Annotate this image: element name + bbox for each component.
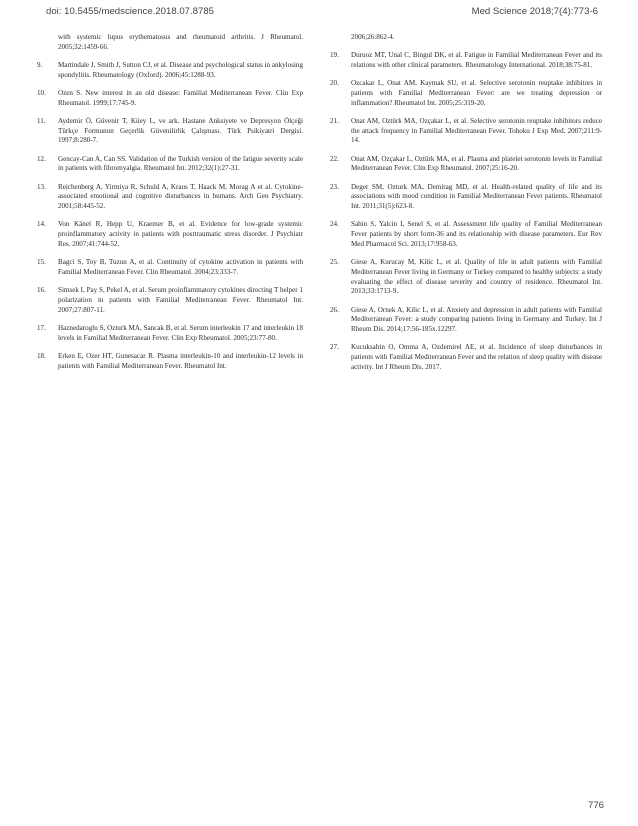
doi-text: doi: 10.5455/medscience.2018.07.8785 (46, 6, 215, 17)
reference-item (37, 286, 303, 315)
reference-number: 20. (330, 79, 339, 88)
reference-item (37, 324, 303, 343)
page-number: 776 (587, 800, 604, 811)
reference-number: 18. (37, 351, 46, 360)
reference-number: 25. (330, 258, 339, 267)
reference-text: Martindale J, Smith J, Sutton CJ, et al. Disease and psychological status in ankylosing spondylitis. Rheumatology (Oxford). 2006;45:1288-93. (58, 61, 303, 79)
reference-number: 27. (330, 343, 339, 352)
reference-item (37, 352, 303, 371)
reference-text: Ozen S. New interest in an old disease: Familial Mediterranean Fever. Clin Exp Rheumatol. 1999;17:745-9. (58, 89, 303, 107)
references-left-column (37, 33, 303, 380)
reference-number: 17. (37, 323, 46, 332)
reference-text: with systemic lupus erythematosus and rheumatoid arthritis. J Rheumatol. 2005;32:1459-66. (58, 33, 303, 51)
reference-text: Reichenberg A, Yirmiya R, Schuld A, Kraus T, Haack M, Morag A et al. Cytokine-associated emotional and cognitive disturbances in humans. Arch Gen Psychiatry. 2001;58:445-52. (58, 182, 303, 211)
reference-item (37, 61, 303, 80)
reference-text: Haznedaroglu S, Ozturk MA, Sancak B, et al. Serum interleukin 17 and interleukin 18 levels in Familial Mediterranean Fever. Clin Exp Rheumatol. 2005;23:77-80. (58, 323, 303, 342)
journal-citation: Med Science 2018;7(4):773-6 (471, 6, 598, 17)
reference-item (330, 79, 602, 108)
reference-number: 13. (37, 182, 46, 191)
reference-item (330, 155, 602, 174)
reference-number: 23. (330, 182, 339, 191)
reference-item (330, 220, 602, 249)
reference-text: Ozcakar L, Onat AM, Kaymak SU, et al. Selective serotonin reuptake inhibitors in patients with Familial Mediterranean Fever: are we treating depression or inflammation? Rheumatol Int. 2005;25:319-20. (351, 79, 602, 107)
reference-text: Gencay-Can A, Can SS. Validation of the Turkish version of the fatigue severity scale in patients with fibromyalgia. Rheumatol Int. 2012;32(1):27-31. (58, 154, 303, 173)
reference-number: 24. (330, 220, 339, 229)
reference-text: Onat AM, Oztürk MA, Ozçakar L, et al. Selective serotonin reuptake inhibitors reduce the attack frequency in Familial Mediterranean Fever. Tohoku J Exp Med. 2007;211:9-14. (351, 117, 602, 145)
reference-number: 22. (330, 154, 339, 163)
reference-text: Giese A, Kurucay M, Kilic L, et al. Quality of life in adult patients with Familial Mediterranean Fever living in Germany or Turkey compared to healthy subjects: a study evaluating the effect of disease severity and country of residence. Rheumatol Int. 2013;33:1713-9. (351, 258, 602, 296)
reference-number: 16. (37, 286, 46, 295)
reference-number: 26. (330, 305, 339, 314)
reference-item (330, 258, 602, 297)
reference-item (37, 183, 303, 212)
reference-text: 2006;26:862-4. (351, 33, 395, 41)
reference-text: Sahin S, Yalcin I, Senel S, et al. Assessment life quality of Familial Mediterranean Fever patients by short form-36 and its relationship with disease parameters. Eur Rev Med Pharmacol Sci. 2013;17:958-63. (351, 220, 602, 248)
reference-number: 21. (330, 117, 339, 125)
reference-item (37, 155, 303, 174)
reference-item (37, 33, 303, 52)
reference-text: Kucuksahin O, Omma A, Ozdemirel AE, et al. Incidence of sleep disturbances in patients with Familial Mediterranean Fever and the relation of sleep quality with disease activity. Int J Rheum Dis. 2017. (351, 343, 602, 371)
reference-number: 14. (37, 220, 46, 229)
reference-number: 15. (37, 258, 46, 267)
references-right-column (330, 33, 602, 381)
reference-item (37, 89, 303, 108)
reference-item (37, 117, 303, 146)
reference-number: 10. (37, 89, 46, 97)
reference-number: 12. (37, 154, 46, 163)
reference-item (330, 51, 602, 70)
reference-item (330, 183, 602, 212)
reference-text: Aydemir Ö, Güvenir T, Küey L, ve ark. Hastane Anksiyete ve Depresyon Ölçeği Türkçe Formunun Geçerlik Güvenilirlik Çalışması. Türk Psikiyatri Dergisi. 1997;8:280-7. (58, 117, 303, 145)
reference-item (37, 258, 303, 277)
reference-text: Von Känel R, Hepp U, Kraemer B, et al. Evidence for low-grade systemic proinflammatory activity in patients with posttraumatic stress disorder. J Psychiatr Res. 2007;41:744-52. (58, 220, 303, 248)
reference-text: Simsek I, Pay S, Pekel A, et al. Serum proinflammatory cytokines directing T helper 1 polarization in patients with Familial Mediterranean Fever. Rheumatol Int. 2007;27:807-11. (58, 286, 303, 314)
reference-text: Duruoz MT, Unal C, Bingul DK, et al. Fatigue in Familial Mediterranean Fever and its relations with other clinical parameters. Rheumatology International. 2018;38:75-81. (351, 51, 602, 69)
reference-text: Bagci S, Toy B, Tuzun A, et al. Continuity of cytokine activation in patients with Familial Mediterranean Fever. Clin Rheumatol. 2004;23:333-7. (58, 258, 303, 276)
reference-text: Erken E, Ozer HT, Gunesacar R. Plasma interleukin-10 and interleukin-12 levels in patients with Familial Mediterranean Fever. Rheumatol Int. (58, 351, 303, 370)
reference-item (330, 306, 602, 335)
reference-text: Onat AM, Ozçakar L, Oztürk MA, et al. Plasma and platelet serotonin levels in Familial Mediterranean Fever. Clin Exp Rheumatol. 2007;25:16-20. (351, 154, 602, 173)
reference-item (330, 33, 602, 43)
reference-item (330, 343, 602, 372)
page-header (46, 6, 598, 20)
reference-number: 9. (37, 61, 43, 69)
reference-number: 19. (330, 51, 339, 60)
reference-item (37, 220, 303, 249)
reference-item (330, 117, 602, 146)
reference-text: Deger SM, Ozturk MA, Demirag MD, et al. Health-related quality of life and its associations with mood condition in Familial Mediterranean Fever patients. Rheumatol Int. 2011;31(5):623-8. (351, 182, 602, 211)
reference-text: Giese A, Ornek A, Kilic L, et al. Anxiety and depression in adult patients with Familial Mediterranean Fever: a study comparing patients living in Germany and Turkey. Int J Rheum Dis. 2014;17:56-185x.12297. (351, 305, 602, 333)
reference-number: 11. (37, 117, 46, 125)
